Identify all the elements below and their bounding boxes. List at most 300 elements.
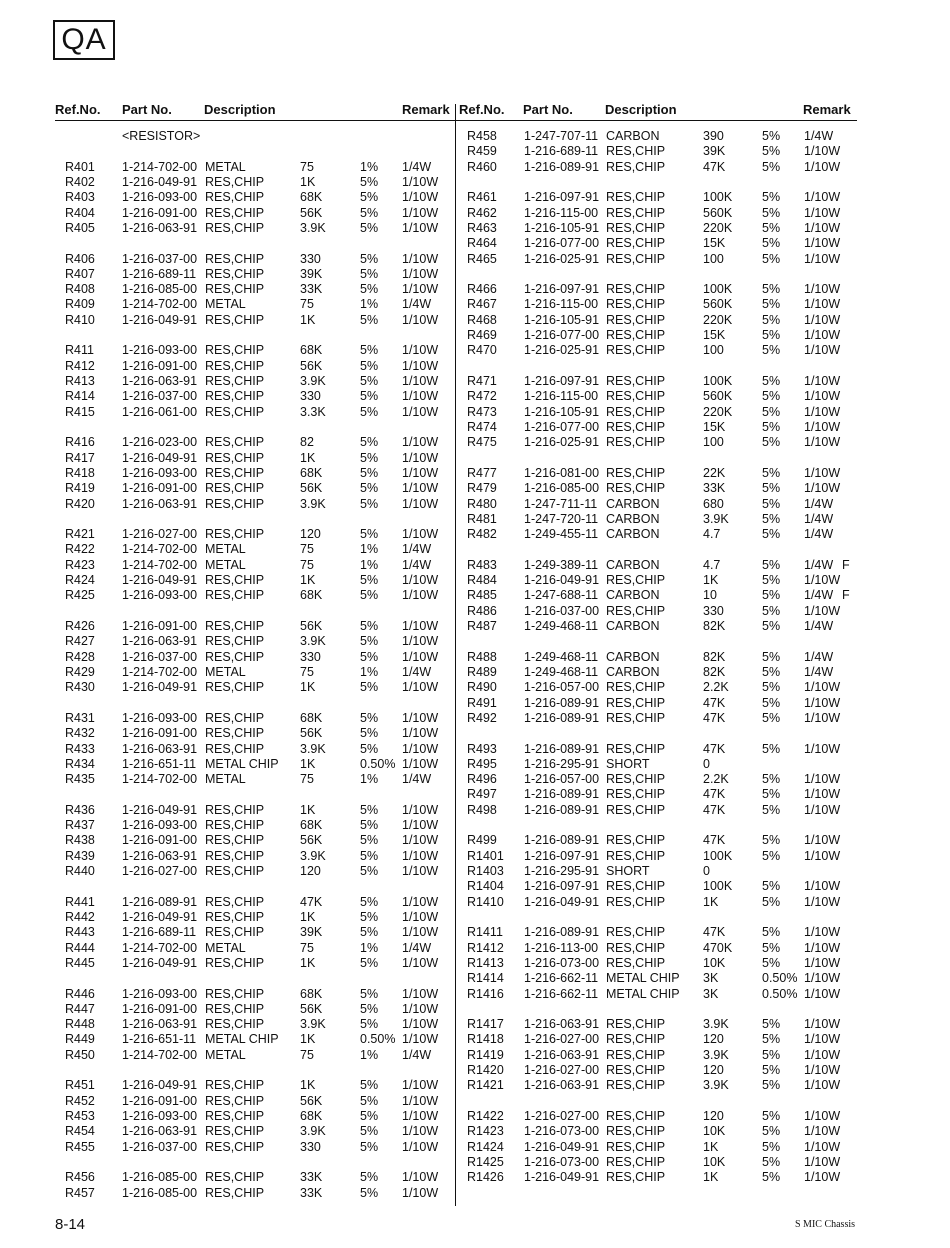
cell-ref: R496 [467, 772, 497, 787]
cell-ref: R1418 [467, 1032, 504, 1047]
cell-pow: 1/10W [402, 1032, 439, 1047]
cell-part: 1-216-662-11 [524, 971, 599, 986]
cell-part: 1-247-720-11 [524, 511, 599, 526]
cell-ref: R416 [65, 435, 95, 450]
cell-part: 1-216-097-91 [524, 879, 600, 894]
cell-pow: 1/10W [804, 986, 841, 1001]
cell-val: 100K [703, 374, 733, 388]
cell-part: 1-216-091-00 [122, 1001, 198, 1016]
cell-part: 1-216-115-00 [524, 205, 599, 220]
cell-val: 3K [703, 986, 719, 1001]
cell-ref: R429 [65, 664, 95, 679]
table-row [55, 451, 453, 466]
table-row [55, 910, 453, 925]
table-row [456, 971, 856, 986]
cell-tol: 5% [360, 588, 379, 603]
cell-val: 56K [300, 205, 323, 220]
cell-ref: R417 [65, 450, 95, 465]
cell-tol: 5% [762, 787, 781, 802]
cell-desc: RES,CHIP [205, 251, 265, 266]
cell-part: 1-216-027-00 [524, 1032, 600, 1047]
table-row [55, 374, 453, 389]
cell-pow: 1/10W [804, 573, 841, 588]
cell-ref: R425 [65, 588, 95, 603]
cell-val: 4.7 [703, 527, 721, 542]
cell-part: 1-216-091-00 [122, 1093, 198, 1108]
cell-pow: 1/10W [804, 1139, 841, 1154]
cell-part: 1-216-025-91 [524, 343, 600, 358]
cell-ref: R475 [467, 435, 497, 450]
cell-pow: 1/10W [402, 1001, 439, 1016]
cell-pow: 1/10W [804, 374, 841, 388]
table-row [55, 818, 453, 833]
cell-desc: METAL [205, 772, 246, 787]
table-row [456, 313, 856, 328]
cell-desc: RES,CHIP [205, 710, 265, 725]
cell-tol: 5% [762, 588, 781, 603]
cell-ref: R473 [467, 404, 497, 419]
cell-pow: 1/10W [402, 894, 439, 909]
cell-val: 3.9K [300, 848, 326, 863]
cell-desc: RES,CHIP [205, 1017, 265, 1032]
cell-part: 1-216-063-91 [524, 1017, 600, 1032]
cell-ref: R438 [65, 833, 95, 848]
cell-ref: R442 [65, 909, 95, 924]
header-desc-right: Description [605, 102, 677, 117]
cell-pow: 1/10W [402, 864, 439, 878]
cell-val: 120 [300, 864, 321, 878]
cell-desc: METAL CHIP [606, 971, 680, 986]
cell-part: 1-216-091-00 [122, 619, 198, 633]
cell-pow: 1/10W [804, 1017, 841, 1032]
cell-desc: RES,CHIP [205, 527, 265, 542]
cell-tol: 5% [360, 1139, 379, 1154]
table-row [456, 144, 856, 159]
table-row [456, 527, 856, 542]
cell-mark: F [842, 588, 850, 603]
cell-desc: RES,CHIP [606, 603, 666, 618]
cell-pow: 1/10W [402, 374, 439, 388]
spacer-row [456, 726, 856, 741]
cell-ref: R488 [467, 649, 497, 664]
cell-tol: 5% [762, 1109, 781, 1123]
cell-val: 75 [300, 940, 314, 955]
cell-pow: 1/4W [402, 664, 432, 679]
cell-tol: 5% [762, 389, 781, 404]
cell-ref: R1411 [467, 925, 503, 940]
cell-ref: R462 [467, 205, 497, 220]
cell-ref: R439 [65, 848, 95, 863]
cell-val: 39K [703, 144, 726, 159]
cell-part: 1-216-113-00 [524, 940, 599, 955]
table-row [456, 833, 856, 848]
table-row [55, 726, 453, 741]
cell-pow: 1/10W [402, 190, 439, 205]
cell-pow: 1/10W [402, 220, 439, 235]
table-row [456, 497, 856, 512]
cell-ref: R483 [467, 557, 497, 572]
cell-ref: R423 [65, 557, 95, 572]
cell-val: 10K [703, 1154, 726, 1169]
cell-tol: 5% [762, 772, 781, 787]
table-row [55, 558, 453, 573]
table-row [456, 1078, 856, 1093]
cell-tol: 5% [762, 251, 781, 266]
cell-val: 47K [703, 833, 726, 848]
cell-part: 1-216-085-00 [122, 1170, 198, 1185]
cell-pow: 1/4W [804, 664, 834, 679]
cell-pow: 1/10W [402, 634, 439, 649]
table-row [456, 925, 856, 940]
cell-ref: R1420 [467, 1063, 504, 1078]
cell-ref: R455 [65, 1139, 95, 1154]
cell-val: 15K [703, 328, 726, 343]
cell-ref: R419 [65, 481, 95, 496]
cell-val: 47K [703, 802, 726, 817]
cell-pow: 1/10W [402, 833, 439, 848]
cell-part: 1-249-455-11 [524, 527, 599, 542]
cell-tol: 5% [762, 1017, 781, 1032]
cell-pow: 1/10W [402, 649, 439, 664]
table-row [456, 481, 856, 496]
table-row [55, 1170, 453, 1185]
table-row [456, 1124, 856, 1139]
cell-ref: R402 [65, 174, 95, 189]
cell-tol: 5% [360, 894, 379, 909]
cell-part: 1-216-061-00 [122, 404, 198, 419]
cell-part: 1-216-037-00 [122, 1139, 198, 1154]
cell-val: 0 [703, 756, 710, 771]
cell-val: 1K [300, 909, 316, 924]
cell-part: 1-216-049-91 [122, 680, 198, 695]
cell-val: 39K [300, 925, 323, 940]
table-row [55, 252, 453, 267]
cell-val: 1K [300, 1032, 316, 1047]
cell-part: 1-216-081-00 [524, 465, 600, 480]
cell-desc: METAL [205, 159, 246, 174]
cell-pow: 1/10W [804, 680, 841, 695]
cell-ref: R454 [65, 1124, 95, 1139]
cell-part: 1-216-037-00 [122, 389, 198, 404]
cell-desc: RES,CHIP [606, 573, 666, 588]
cell-pow: 1/10W [804, 1170, 841, 1185]
cell-val: 1K [300, 573, 316, 588]
cell-ref: R468 [467, 312, 497, 327]
cell-part: 1-216-073-00 [524, 955, 600, 970]
cell-part: 1-216-037-00 [122, 251, 198, 266]
table-row [456, 466, 856, 481]
cell-part: 1-216-049-91 [122, 1078, 198, 1093]
cell-pow: 1/4W [804, 496, 834, 511]
header-remark-left: Remark [402, 102, 450, 117]
cell-part: 1-216-063-91 [122, 741, 198, 756]
cell-val: 560K [703, 389, 733, 404]
table-row [456, 787, 856, 802]
cell-tol: 5% [360, 481, 379, 496]
cell-ref: R446 [65, 986, 95, 1001]
cell-pow: 1/4W [804, 511, 834, 526]
cell-val: 2.2K [703, 680, 729, 695]
cell-pow: 1/10W [402, 925, 439, 940]
cell-tol: 5% [360, 435, 379, 450]
cell-val: 120 [300, 527, 321, 542]
table-row [456, 573, 856, 588]
table-row [55, 895, 453, 910]
cell-val: 68K [300, 710, 323, 725]
header-rule [55, 120, 857, 121]
table-row [456, 619, 856, 634]
cell-pow: 1/10W [804, 955, 841, 970]
table-row [456, 772, 856, 787]
cell-pow: 1/10W [804, 695, 841, 710]
table-row [456, 757, 856, 772]
table-row [55, 282, 453, 297]
cell-part: 1-216-089-91 [524, 695, 600, 710]
cell-part: 1-216-049-91 [524, 573, 600, 588]
cell-ref: R1422 [467, 1109, 504, 1123]
cell-pow: 1/10W [402, 174, 439, 189]
header-part-left: Part No. [122, 102, 172, 117]
cell-part: 1-216-063-91 [122, 496, 198, 511]
cell-ref: R463 [467, 220, 497, 235]
cell-part: 1-216-089-91 [122, 894, 198, 909]
cell-pow: 1/10W [804, 848, 841, 863]
table-row [456, 252, 856, 267]
cell-tol: 5% [360, 741, 379, 756]
cell-desc: RES,CHIP [606, 435, 666, 450]
cell-tol: 5% [762, 1154, 781, 1169]
cell-pow: 1/10W [804, 710, 841, 725]
table-row [55, 297, 453, 312]
cell-val: 3.9K [300, 496, 326, 511]
table-row [55, 941, 453, 956]
cell-ref: R407 [65, 266, 95, 281]
cell-part: 1-249-389-11 [524, 557, 599, 572]
cell-pow: 1/10W [402, 496, 439, 511]
cell-tol: 5% [762, 741, 781, 756]
cell-pow: 1/10W [804, 419, 841, 434]
table-row [55, 221, 453, 236]
cell-part: 1-216-049-91 [524, 1139, 600, 1154]
cell-tol: 0.50% [360, 1032, 396, 1047]
cell-tol: 5% [762, 879, 781, 894]
section-tag: QA [53, 20, 115, 60]
cell-desc: RES,CHIP [205, 894, 265, 909]
cell-ref: R410 [65, 312, 95, 327]
cell-tol: 5% [762, 710, 781, 725]
cell-tol: 5% [762, 328, 781, 343]
cell-part: 1-249-468-11 [524, 664, 599, 679]
cell-tol: 5% [360, 220, 379, 235]
cell-ref: R443 [65, 925, 95, 940]
table-row [55, 772, 453, 787]
cell-ref: R1414 [467, 971, 504, 986]
cell-tol: 5% [762, 557, 781, 572]
cell-part: 1-216-089-91 [524, 741, 600, 756]
cell-desc: RES,CHIP [606, 787, 666, 802]
cell-desc: CARBON [606, 664, 660, 679]
cell-part: 1-216-295-91 [524, 756, 600, 771]
cell-desc: RES,CHIP [205, 741, 265, 756]
cell-ref: R466 [467, 282, 497, 297]
cell-val: 1K [300, 1078, 316, 1093]
cell-ref: R1416 [467, 986, 504, 1001]
cell-val: 4.7 [703, 557, 721, 572]
cell-desc: RES,CHIP [606, 680, 666, 695]
table-row [55, 1109, 453, 1124]
cell-ref: R499 [467, 833, 497, 848]
cell-pow: 1/10W [804, 312, 841, 327]
table-row [55, 742, 453, 757]
cell-pow: 1/10W [804, 282, 841, 297]
cell-tol: 0.50% [360, 756, 396, 771]
table-row [456, 328, 856, 343]
cell-ref: R1403 [467, 864, 504, 878]
cell-pow: 1/4W [804, 619, 834, 633]
cell-desc: RES,CHIP [606, 772, 666, 787]
cell-ref: R464 [467, 236, 497, 251]
spacer-row [55, 236, 453, 251]
cell-ref: R414 [65, 389, 95, 404]
cell-part: 1-216-089-91 [524, 787, 600, 802]
table-row [55, 206, 453, 221]
cell-desc: RES,CHIP [205, 190, 265, 205]
table-row [456, 374, 856, 389]
table-row [55, 343, 453, 358]
spacer-row [55, 604, 453, 619]
cell-part: 1-247-711-11 [524, 496, 598, 511]
cell-part: 1-216-023-00 [122, 435, 198, 450]
cell-val: 68K [300, 986, 323, 1001]
table-row [55, 175, 453, 190]
cell-part: 1-216-063-91 [122, 1124, 198, 1139]
cell-part: 1-216-063-91 [524, 1047, 600, 1062]
cell-tol: 5% [762, 802, 781, 817]
cell-part: 1-249-468-11 [524, 619, 599, 633]
cell-tol: 5% [360, 266, 379, 281]
table-row [55, 1002, 453, 1017]
cell-tol: 5% [360, 496, 379, 511]
cell-desc: CARBON [606, 557, 660, 572]
cell-ref: R493 [467, 741, 497, 756]
cell-val: 1K [300, 312, 316, 327]
cell-desc: RES,CHIP [606, 1078, 666, 1093]
cell-part: 1-216-037-00 [524, 603, 600, 618]
cell-pow: 1/4W [804, 588, 834, 603]
cell-pow: 1/10W [804, 971, 841, 986]
cell-val: 68K [300, 588, 323, 603]
cell-pow: 1/10W [804, 190, 841, 205]
cell-desc: RES,CHIP [606, 955, 666, 970]
cell-part: 1-216-049-91 [122, 174, 198, 189]
cell-ref: R472 [467, 389, 497, 404]
table-row [55, 1017, 453, 1032]
cell-val: 560K [703, 205, 733, 220]
cell-tol: 5% [360, 251, 379, 266]
cell-val: 3.9K [300, 1124, 326, 1139]
cell-tol: 5% [762, 1032, 781, 1047]
table-row [456, 160, 856, 175]
cell-val: 1K [703, 1170, 719, 1185]
cell-tol: 1% [360, 297, 379, 312]
cell-val: 75 [300, 1047, 314, 1062]
spacer-row [456, 634, 856, 649]
cell-desc: RES,CHIP [205, 343, 265, 358]
cell-val: 330 [703, 603, 724, 618]
cell-desc: RES,CHIP [606, 297, 666, 312]
cell-val: 56K [300, 358, 323, 373]
cell-val: 10K [703, 955, 726, 970]
cell-desc: METAL CHIP [606, 986, 680, 1001]
cell-ref: R418 [65, 465, 95, 480]
cell-val: 39K [300, 266, 323, 281]
cell-part: 1-216-089-91 [524, 925, 600, 940]
cell-ref: R436 [65, 802, 95, 817]
cell-ref: R492 [467, 710, 497, 725]
table-row [456, 895, 856, 910]
cell-part: 1-216-077-00 [524, 419, 600, 434]
cell-ref: R1425 [467, 1154, 504, 1169]
cell-ref: R457 [65, 1185, 95, 1200]
cell-val: 1K [300, 756, 316, 771]
cell-ref: R409 [65, 297, 95, 312]
cell-part: 1-216-027-00 [524, 1063, 600, 1078]
cell-pow: 1/10W [804, 894, 841, 909]
cell-desc: RES,CHIP [606, 1154, 666, 1169]
cell-val: 1K [703, 894, 719, 909]
table-row [456, 297, 856, 312]
cell-ref: R437 [65, 818, 95, 833]
cell-ref: R477 [467, 465, 497, 480]
cell-desc: RES,CHIP [205, 588, 265, 603]
table-row [456, 221, 856, 236]
cell-tol: 5% [762, 282, 781, 297]
cell-tol: 5% [360, 358, 379, 373]
cell-desc: RES,CHIP [205, 818, 265, 833]
cell-desc: RES,CHIP [205, 220, 265, 235]
cell-val: 82K [703, 649, 726, 664]
cell-ref: R448 [65, 1017, 95, 1032]
table-row [55, 711, 453, 726]
cell-tol: 5% [762, 465, 781, 480]
cell-ref: R1404 [467, 879, 504, 894]
cell-part: 1-216-063-91 [122, 1017, 198, 1032]
cell-pow: 1/4W [402, 297, 432, 312]
cell-ref: R453 [65, 1109, 95, 1123]
cell-desc: RES,CHIP [606, 282, 666, 297]
cell-tol: 5% [762, 220, 781, 235]
cell-ref: R459 [467, 144, 497, 159]
cell-val: 33K [300, 1185, 323, 1200]
cell-part: 1-214-702-00 [122, 297, 198, 312]
cell-ref: R1417 [467, 1017, 504, 1032]
table-row [55, 267, 453, 282]
table-row [456, 849, 856, 864]
cell-ref: R485 [467, 588, 497, 603]
cell-tol: 5% [762, 1139, 781, 1154]
cell-tol: 5% [360, 450, 379, 465]
table-row [55, 527, 453, 542]
cell-pow: 1/10W [402, 251, 439, 266]
cell-ref: R471 [467, 374, 497, 388]
cell-pow: 1/4W [804, 129, 834, 143]
cell-tol: 5% [360, 986, 379, 1001]
cell-val: 220K [703, 312, 733, 327]
cell-pow: 1/10W [804, 404, 841, 419]
cell-val: 100K [703, 879, 733, 894]
cell-pow: 1/10W [804, 879, 841, 894]
cell-part: 1-216-073-00 [524, 1154, 600, 1169]
